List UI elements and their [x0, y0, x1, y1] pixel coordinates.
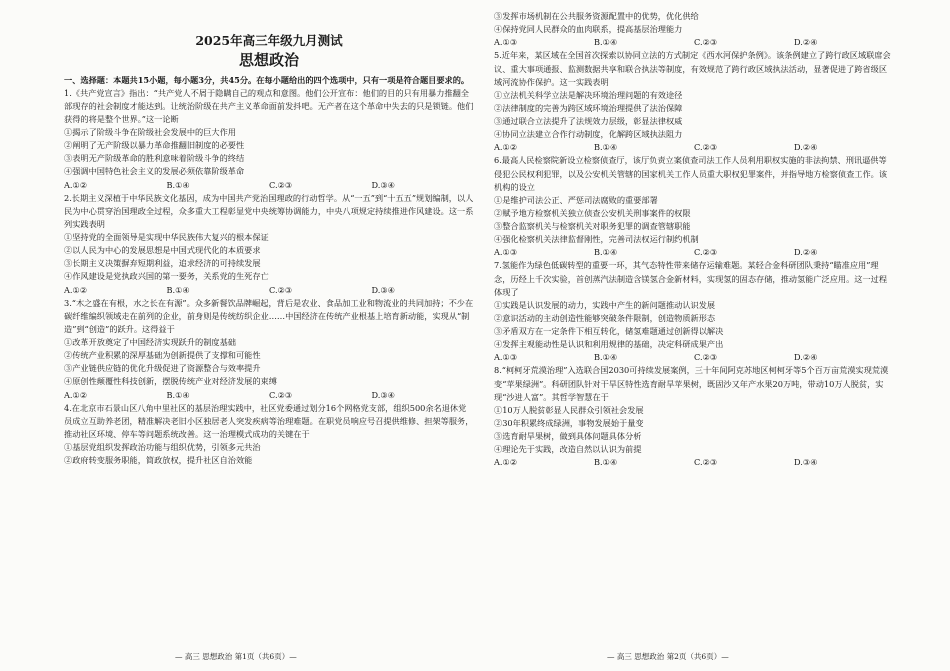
choice-c: C.②③ — [694, 37, 718, 48]
question-5 — [494, 49, 894, 154]
statement-option: ①是维护司法公正、严惩司法腐败的重要部署 — [494, 194, 658, 205]
right-page — [494, 10, 894, 645]
statement-option: ③产业链供应链的优化升级促进了资源整合与效率提升 — [64, 363, 261, 374]
choice-d: D.③④ — [371, 389, 396, 400]
choice-a: A.①③ — [494, 247, 518, 258]
choice-c: C.②③ — [269, 179, 293, 190]
choice-c: C.②③ — [694, 142, 718, 153]
choice-a: A.①② — [494, 457, 518, 468]
statement-option: ①实践是认识发展的动力，实践中产生的新问题推动认识发展 — [494, 299, 716, 310]
section-instructions: 一、选择题：本题共15小题，每小题3分，共45分。在每小题给出的四个选项中，只有一项是符合题目要求的。 — [64, 74, 470, 85]
choice-c: C.②③ — [694, 247, 718, 258]
choice-d: D.③④ — [371, 284, 396, 295]
statement-option: ③表明无产阶级革命的胜利意味着阶级斗争的终结 — [64, 153, 245, 164]
statement-option: ②意识活动的主动创造性能够突破条件限制，创造物质新形态 — [494, 312, 716, 323]
choice-c: C.②③ — [269, 284, 293, 295]
choice-d: D.③④ — [371, 179, 396, 190]
statement-option: ①坚持党的全面领导是实现中华民族伟大复兴的根本保证 — [64, 232, 269, 242]
choice-b: B.①④ — [166, 389, 190, 400]
question-stem: 5.近年来，某区域在全国首次探索以协同立法的方式制定《西水河保护条例》。该条例建立了跨行政区域联席会议、重大事项通报、监测数据共享和联合执法等制度，有效规范了跨行政区域执法活动，显著促进了跨省级区域河流协作保护。这一实践表明 — [494, 50, 891, 87]
statement-option: ④发挥主观能动性是认识和利用规律的基础，决定科研成果产出 — [494, 339, 724, 350]
statement-option: ②赋予地方检察机关独立侦查公安机关刑事案件的权限 — [494, 207, 691, 218]
exam-subject: 思想政治 — [238, 50, 299, 69]
choice-c: C.②③ — [694, 457, 718, 468]
choice-d: D.②④ — [794, 142, 818, 153]
choice-a: A.①② — [64, 284, 88, 295]
choice-a: A.①② — [494, 142, 518, 153]
question-stem: 4.在北京市石景山区八角中里社区的基层治理实践中，社区党委通过划分16个网格党支部，组织500余名退休党员成立互助养老团，精准解决老旧小区独居老人突发疾病等治理难题。在职党员响应号召提供维修、担架等服务，推动社区环境、停车等问题系统改善。这一治理模式成功的关键在于 — [64, 402, 474, 439]
answer-choices — [494, 456, 894, 469]
answer-choices — [64, 389, 474, 402]
question-stem: 8.“柯柯牙荒漠治理”入选联合国2030可持续发展案例，三十年间阿克苏地区柯柯牙等5个百万亩荒漠实现荒漠变“苹果绿洲”。科研团队针对干旱区特性选育耐旱苹果树，既固沙又年产水果20万吨，带动10万人脱贫，实现“沙进人富”。其哲学智慧在于 — [494, 365, 889, 402]
question-3 — [64, 297, 474, 402]
statement-option: ②法律制度的完善为跨区域环境治理提供了法治保障 — [494, 102, 683, 113]
statement-option: ③通过联合立法提升了法规效力层级，彰显法律权威 — [494, 116, 683, 126]
choice-d: D.②④ — [794, 37, 818, 48]
statement-option: ④作风建设是党执政兴国的第一要务，关系党的生死存亡 — [64, 271, 269, 282]
statement-option: ③整合监察机关与检察机关对职务犯罪的调查管辖职能 — [494, 221, 691, 231]
question-7 — [494, 259, 894, 364]
question-1 — [64, 87, 474, 192]
answer-choices — [494, 141, 894, 154]
choice-b: B.①④ — [594, 247, 618, 258]
question-6 — [494, 154, 894, 259]
statement-option: ②政府转变服务职能，简政放权，提升社区自治效能 — [64, 455, 253, 466]
statement-option: ④强化检察机关法律监督刚性，完善司法权运行制约机制 — [494, 234, 699, 245]
choice-b: B.①④ — [594, 142, 618, 153]
answer-choices — [64, 284, 474, 297]
answer-choices — [494, 246, 894, 259]
statement-option: ②阐明了无产阶级以暴力革命推翻旧制度的必要性 — [64, 140, 245, 151]
statement-option: ④协同立法建立合作行动制度，化解跨区域执法阻力 — [494, 129, 683, 140]
choice-b: B.①④ — [594, 37, 618, 48]
choice-a: A.①③ — [494, 37, 518, 48]
choice-c: C.②③ — [694, 352, 718, 363]
question-8 — [494, 364, 894, 469]
choice-b: B.①④ — [594, 352, 618, 363]
left-question-list — [64, 87, 474, 468]
statement-option: ①立法机关科学立法是解决环境治理问题的有效途径 — [494, 89, 683, 100]
statement-option: ②传统产业积累的深厚基础为创新提供了支撑和可能性 — [64, 350, 261, 361]
question-stem: 7.氢能作为绿色低碳转型的重要一环，其气态特性带来储存运输难题。某轻合金科研团队秉持“瞄准应用”理念，历经上千次实验，首创蒸汽法制造含镁氢合金新材料，实现氢的固态存储，推动氢能广泛应用。这一过程体现了 — [494, 260, 888, 297]
question-4 — [64, 402, 474, 468]
choice-d: D.②④ — [794, 352, 818, 363]
choice-a: A.①② — [64, 179, 88, 190]
choice-b: B.①④ — [166, 284, 190, 295]
answer-choices — [494, 36, 894, 49]
answer-choices — [64, 179, 474, 192]
question-4-continued — [494, 10, 894, 49]
statement-option: ④保持党同人民群众的血肉联系，提高基层治理能力 — [494, 24, 683, 35]
statement-option: ③长期主义决策摒弃短期利益，追求经济的可持续发展 — [64, 258, 261, 269]
statement-option: ②以人民为中心的发展思想是中国式现代化的本质要求 — [64, 245, 261, 256]
question-stem: 3.“木之盛在有根，水之长在有源”。众多新餐饮品牌崛起，背后是农业、食品加工业和物流业的共同加持；不少在碳纤维编织领域走在前列的企业，前身则是传统纺织企业……中国经济在传统产业根基上培育新动能，实现从“制造”到“创造”的跃升。这得益于 — [64, 297, 474, 334]
question-2 — [64, 192, 474, 297]
statement-option: ②30年积累终成绿洲，事物发展始于量变 — [494, 417, 644, 428]
choice-d: D.③④ — [794, 457, 818, 468]
statement-option: ③发挥市场机制在公共服务资源配置中的优势，优化供给 — [494, 11, 699, 21]
page-footer-left: — 高三 思想政治 第1页（共6页）— — [175, 652, 297, 661]
exam-title: 2025年高三年级九月测试 — [195, 33, 343, 48]
statement-option: ④原创性颠覆性科技创新，摆脱传统产业对经济发展的束缚 — [64, 376, 277, 387]
choice-a: A.①② — [64, 389, 88, 400]
choice-a: A.①③ — [494, 352, 518, 363]
left-page — [64, 10, 474, 645]
answer-choices — [494, 351, 894, 364]
question-stem: 2.长期主义深植于中华民族文化基因，成为中国共产党治国理政的行动哲学。从“一五”到“十五五”规划编制，以人民为中心贯穿治国理政全过程，众多重大工程彰显党中央统筹协调能力，中央八项规定持续推进作风建设。这一系列实践表明 — [64, 192, 474, 229]
statement-option: ①改革开放奠定了中国经济实现跃升的制度基础 — [64, 337, 236, 347]
statement-option: ①揭示了阶级斗争在阶级社会发展中的巨大作用 — [64, 127, 236, 137]
choice-d: D.②④ — [794, 247, 818, 258]
statement-option: ③矛盾双方在一定条件下相互转化，储氢难题通过创新得以解决 — [494, 326, 724, 336]
choice-c: C.②③ — [269, 389, 293, 400]
statement-option: ③选育耐旱果树，做到具体问题具体分析 — [494, 431, 642, 441]
statement-option: ④理论先于实践，改造自然以认识为前提 — [494, 444, 642, 455]
choice-b: B.①④ — [166, 179, 190, 190]
statement-option: ①基层党组织发挥政治功能与组织优势，引领多元共治 — [64, 442, 261, 452]
page-footer-right: — 高三 思想政治 第2页（共6页）— — [607, 652, 729, 661]
question-stem: 1.《共产党宣言》指出：“共产党人不屑于隐瞒自己的观点和意图。他们公开宣布：他们的目的只有用暴力推翻全部现存的社会制度才能达到。让统治阶级在共产主义革命面前发抖吧。无产者在这个革命中失去的只是锁链。他们获得的将是整个世界。”这一论断 — [64, 87, 474, 124]
statement-option: ④强调中国特色社会主义的发展必须依靠阶级革命 — [64, 166, 245, 177]
question-stem: 6.最高人民检察院新设立检察侦查厅，该厅负责立案侦查司法工作人员利用职权实施的非法拘禁、刑讯逼供等侵犯公民权利犯罪，以及公安机关管辖的国家机关工作人员重大职权犯罪案件，并指导地方检察侦查工作。该机构的设立 — [494, 155, 888, 192]
choice-b: B.①④ — [594, 457, 618, 468]
statement-option: ①10万人脱贫彰显人民群众引领社会发展 — [494, 404, 644, 415]
